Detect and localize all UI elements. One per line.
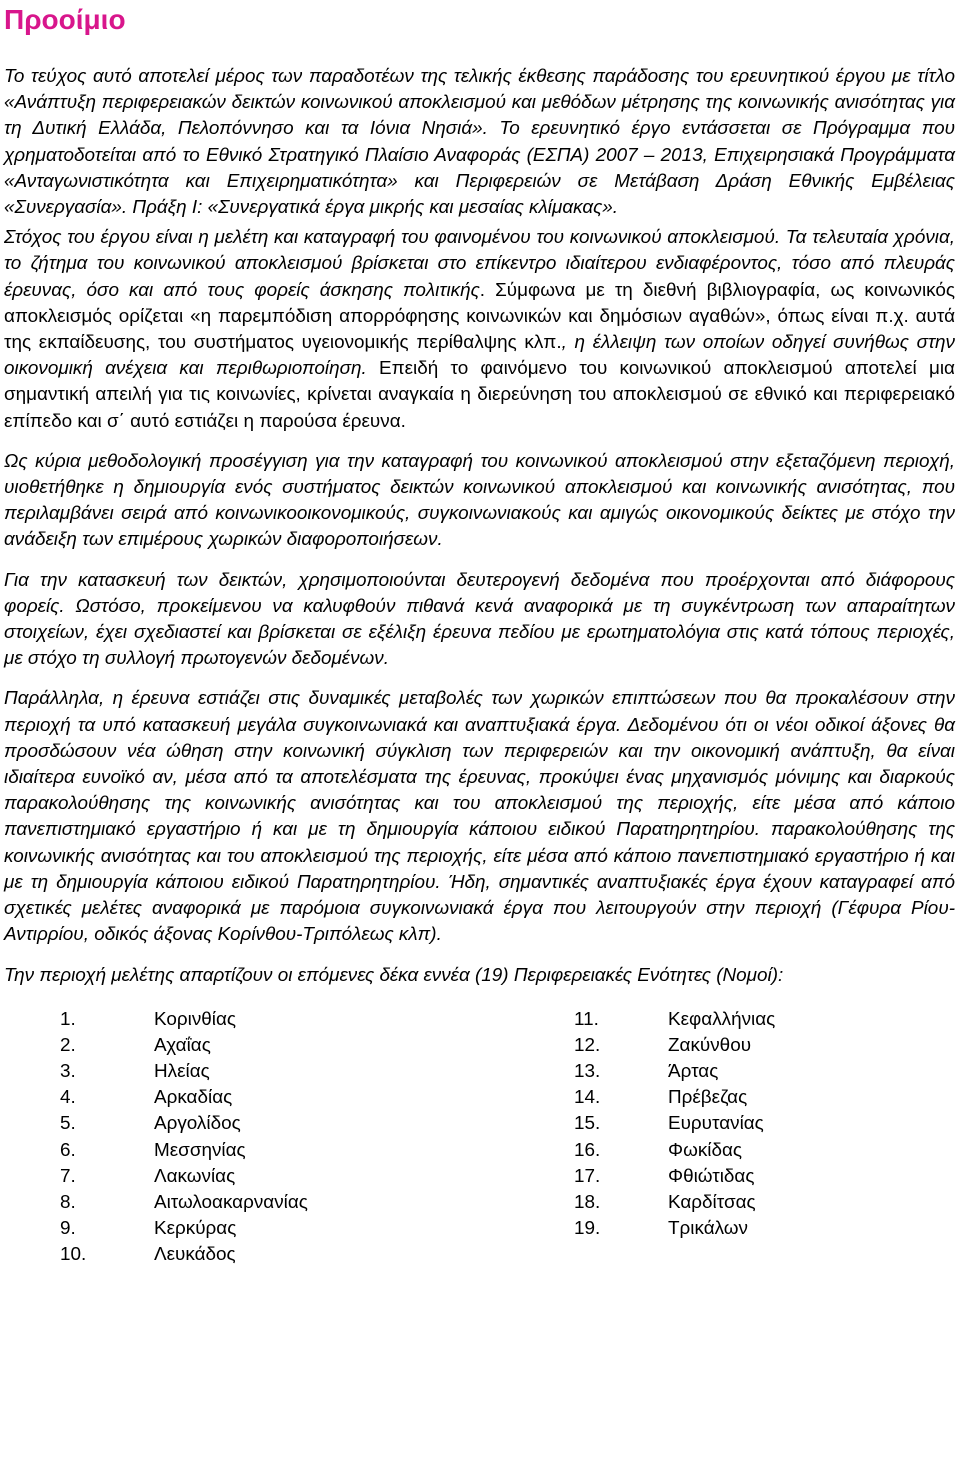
objective-definition: . Σύμφωνα με τη διεθνή βιβλιογραφία, ως κοινωνικός αποκλεισμός ορίζεται «η παρεμπόδιση απορρόφησης κοινωνικών και δημόσιων αγαθών», όπως είναι π.χ. αυτά της εκπαίδευσης, του συστήματος υγειονομικής περίθαλψης κλπ.: [4, 279, 955, 354]
list-item: [60, 1085, 308, 1111]
objective-context: Τα τελευταία χρόνια, το ζήτημα του κοινωνικού αποκλεισμού βρίσκεται στο επίκεντρο ιδιαίτερου ενδιαφέροντος, τόσο από πλευράς έρευνας, όσο και από τους φορείς άσκησης πολιτικής: [4, 227, 955, 301]
list-item: [574, 1138, 775, 1164]
list-item: [574, 1085, 775, 1111]
list-item-number: 10.: [60, 1244, 87, 1266]
list-item-name: Αρκαδίας: [154, 1087, 233, 1109]
list-item-number: 5.: [60, 1113, 76, 1135]
page-title: Προοίμιο: [4, 4, 126, 35]
list-item: [574, 1033, 775, 1059]
list-item: [574, 1111, 775, 1137]
list-item-number: 8.: [60, 1192, 76, 1214]
list-item-name: Ευρυτανίας: [668, 1113, 764, 1135]
list-item-name: Αχαΐας: [154, 1034, 211, 1056]
list-item: [574, 1190, 775, 1216]
list-item-number: 2.: [60, 1034, 76, 1056]
list-item-name: Λακωνίας: [154, 1165, 236, 1187]
list-item-number: 9.: [60, 1218, 76, 1240]
list-item-name: Ζακύνθου: [668, 1034, 752, 1056]
list-item-name: Τρικάλων: [668, 1218, 748, 1240]
list-item-number: 15.: [574, 1113, 601, 1135]
list-item-name: Καρδίτσας: [668, 1192, 756, 1214]
paragraph-dynamics: Παράλληλα, η έρευνα εστιάζει στις δυναμικές μεταβολές των χωρικών επιπτώσεων που θα προκαλέσουν στην περιοχή τα υπό κατασκευή μεγάλα συγκοινωνιακά και αναπτυξιακά έργα. Δεδομένου ότι οι νέοι οδικοί άξονες θα προσδώσουν νέα ώθηση στην κοινωνική σύγκλιση των περιφερειών και την οικονομική ανάπτυξη, θα είναι ιδιαίτερα ευνοϊκό αν, μέσα από τα αποτελέσματα της έρευνας, προκύψει ένας μηχανισμός μόνιμης και διαρκούς παρακολούθησης της κοινωνικής ανισότητας και του αποκλεισμού της περιοχής, είτε μέσα από κάποιο πανεπιστημιακό εργαστήριο ή και με τη δημιουργία κάποιου ειδικού Παρατηρητηρίου. παρακολούθησης της κοινωνικής ανισότητας και του αποκλεισμού της περιοχής, είτε μέσα από κάποιο πανεπιστημιακό εργαστήριο ή και με τη δημιουργία κάποιου ειδικού Παρατηρητηρίου. Ήδη, σημαντικές αναπτυξιακές έργα έχουν καταγραφεί από σχετικές μελέτες αναφορικά με παρόμοια συγκοινωνιακά έργα που λειτουργούν στην περιοχή (Γέφυρα Ρίου-Αντιρρίου, οδικός άξονας Κορίνθου-Τριπόλεως κλπ).: [4, 688, 955, 946]
list-item: [574, 1164, 775, 1190]
paragraph-methodology: Ως κύρια μεθοδολογική προσέγγιση για την καταγραφή του κοινωνικού αποκλεισμού στην εξεταζόμενη περιοχή, υιοθετήθηκε η δημιουργία ενός συστήματος δεικτών κοινωνικού αποκλεισμού και κοινωνικής ανισότητας, που περιλαμβάνει σειρά από κοινωνικοοικονομικούς, συγκοινωνιακούς και αμιγώς οικονομικούς δείκτες με στόχο την ανάδειξη των επιμέρους χωρικών διαφοροποιήσεων.: [4, 450, 955, 551]
paragraph-intro-text: Το τεύχος αυτό αποτελεί μέρος των παραδοτέων της τελικής έκθεσης παράδοσης του ερευνητικού έργου με τίτλο «Ανάπτυξη περιφερειακών δεικτών κοινωνικού αποκλεισμού και μεθόδων μέτρησης της κοινωνικής ανισότητας για τη Δυτική Ελλάδα, Πελοπόννησο και τα Ιόνια Νησιά». Το ερευνητικό έργο εντάσσεται σε Πρόγραμμα που χρηματοδοτείται από το Εθνικό Στρατηγικό Πλαίσιο Αναφοράς (ΕΣΠΑ) 2007 – 2013, Επιχειρησιακά Προγράμματα «Ανταγωνιστικότητα και Επιχειρηματικότητα» και Περιφερειών σε Μετάβαση Δράση Εθνικής Εμβέλειας «Συνεργασία». Πράξη Ι: «Συνεργατικά έργα μικρής και μεσαίας κλίμακας».: [4, 66, 955, 219]
list-item: [60, 1216, 308, 1242]
list-item-number: 4.: [60, 1087, 76, 1109]
list-item-name: Πρέβεζας: [668, 1087, 748, 1109]
list-item-name: Άρτας: [668, 1061, 719, 1083]
objective-consequence: , η έλλειψη των οποίων οδηγεί συνήθως στην οικονομική ανέχεια και περιθωριοποίηση.: [4, 332, 955, 380]
paragraph-data-sources: Για την κατασκευή των δεικτών, χρησιμοποιούνται δευτερογενή δεδομένα που προέρχονται από διάφορους φορείς. Ωστόσο, προκείμενου να καλυφθούν πιθανά κενά αναφορικά με τη συγκέντρωση των απαραίτητων στοιχείων, έχει σχεδιαστεί και βρίσκεται σε εξέλιξη έρευνα πεδίου με ερωτηματολόγια στις κατά τόπους περιοχές, με στόχο τη συλλογή πρωτογενών δεδομένων.: [4, 569, 955, 670]
list-item-name: Λευκάδος: [154, 1244, 236, 1266]
list-item: [574, 1216, 775, 1242]
list-item-number: 18.: [574, 1192, 601, 1214]
paragraph-study-area: Την περιοχή μελέτης απαρτίζουν οι επόμενες δέκα εννέα (19) Περιφερειακές Ενότητες (Νομοί):: [4, 964, 784, 986]
list-item: [60, 1033, 308, 1059]
list-item-number: 7.: [60, 1165, 76, 1187]
paragraph-objective: [4, 225, 955, 435]
list-item-name: Αιτωλοακαρνανίας: [154, 1192, 308, 1214]
list-item-number: 3.: [60, 1061, 76, 1083]
list-item-number: 1.: [60, 1008, 76, 1030]
list-item-number: 12.: [574, 1034, 601, 1056]
list-item-name: Κεφαλλήνιας: [668, 1008, 776, 1030]
list-item-number: 19.: [574, 1218, 601, 1240]
list-item-name: Μεσσηνίας: [154, 1139, 246, 1161]
list-item: [60, 1111, 308, 1137]
list-item: [60, 1138, 308, 1164]
list-item-number: 13.: [574, 1061, 601, 1083]
list-item: [574, 1007, 775, 1033]
list-item: [60, 1164, 308, 1190]
regional-units-list: [4, 1007, 955, 1269]
list-item-name: Φθιώτιδας: [668, 1165, 755, 1187]
list-item-name: Ηλείας: [154, 1061, 210, 1083]
list-item: [60, 1007, 308, 1033]
list-item-number: 11.: [574, 1008, 599, 1030]
list-item: [60, 1059, 308, 1085]
list-item-name: Κερκύρας: [154, 1218, 237, 1240]
list-item-name: Αργολίδος: [154, 1113, 241, 1135]
regional-units-column-left: [60, 1007, 308, 1269]
list-item: [60, 1190, 308, 1216]
list-item-number: 16.: [574, 1139, 601, 1161]
objective-conclusion: Επειδή το φαινόμενο του κοινωνικού αποκλεισμού αποτελεί μια σημαντική απειλή για τις κοινωνίες, κρίνεται αναγκαία η διερεύνηση του αποκλεισμού σε εθνικό και περιφερειακό επίπεδο και σ΄ αυτό εστιάζει η παρούσα έρευνα.: [4, 358, 955, 432]
objective-sentence: Στόχος του έργου είναι η μελέτη και καταγραφή του φαινομένου του κοινωνικού αποκλεισμού.: [4, 227, 781, 249]
list-item-number: 14.: [574, 1087, 601, 1109]
list-item: [574, 1059, 775, 1085]
paragraph-intro: [4, 64, 955, 221]
regional-units-column-right: [574, 1007, 775, 1243]
list-item-name: Φωκίδας: [668, 1139, 743, 1161]
list-item-name: Κορινθίας: [154, 1008, 236, 1030]
list-item-number: 17.: [574, 1165, 601, 1187]
list-item: [60, 1242, 308, 1268]
list-item-number: 6.: [60, 1139, 76, 1161]
